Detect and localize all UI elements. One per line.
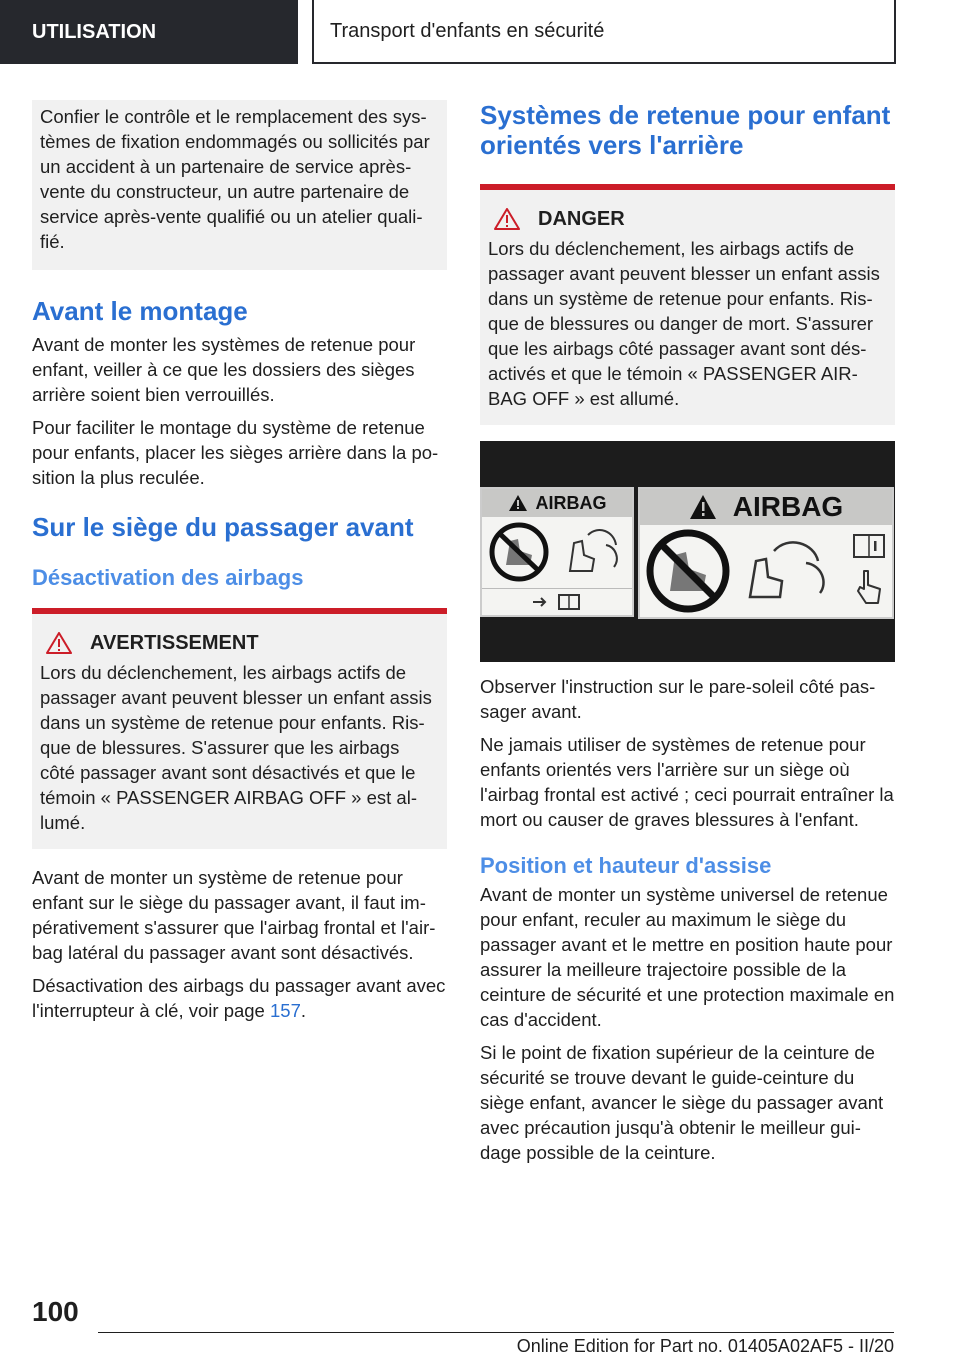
section-tab: UTILISATION	[0, 0, 298, 64]
no-rear-facing-seat-icon	[642, 527, 734, 615]
page-number: 100	[32, 1296, 79, 1327]
pointing-hand-icon	[854, 569, 884, 605]
page-header	[0, 0, 960, 66]
paragraph: Ne jamais utiliser de systèmes de retenue pour enfants orientés vers l'arrière sur un siège où l'airbag frontal est activé ; ceci pourrait entraîner la mort ou causer de graves blessures à l'enfant.	[480, 734, 894, 830]
airbag-deploy-icon	[736, 531, 842, 611]
paragraph-text: .	[300, 1000, 307, 1021]
paragraph: Avant de monter un système universel de retenue pour enfant, reculer au maximum le siège du passager avant et le mettre en position haute pour assurer la meilleure trajectoire possible de la ceinture de sécurité et une protection maximale en cas d'accident.	[480, 884, 895, 1030]
heading-siege-passager: Sur le siège du passager avant	[32, 512, 414, 542]
heading-desactivation: Désactivation des airbags	[32, 565, 304, 590]
manual-book-icon	[531, 593, 583, 611]
danger-title-text: DANGER	[538, 208, 625, 230]
warning-sign-icon	[508, 494, 528, 512]
paragraph: Observer l'instruction sur le pare-soleil côté passager avant.	[480, 676, 876, 722]
warning-title	[40, 630, 439, 656]
label-footer	[482, 588, 632, 615]
paragraph: Pour faciliter le montage du système de retenue pour enfants, placer les sièges arrière dans la position la plus reculée.	[32, 417, 439, 488]
note-box	[32, 100, 447, 270]
warning-sign-icon	[689, 494, 717, 520]
paragraph-with-link	[32, 973, 447, 1023]
no-rear-facing-seat-icon	[484, 521, 554, 583]
airbag-label-photo	[480, 441, 895, 662]
danger-title	[488, 206, 887, 232]
note-text: Confier le contrôle et le remplacement des systèmes de fixation endommagés ou sollicités par un accident à un partenaire de service après-vente du constructeur, un autre partenaire de service après-vente qualifié ou un atelier qualifié.	[40, 106, 430, 252]
danger-text: Lors du déclenchement, les airbags actifs de passager avant peuvent blesser un enfant assis dans un système de retenue pour enfants. Risque de blessures ou danger de mort. S'assurer que les airbags côté passager avant sont désactivés et que le témoin « PASSENGER AIRBAG OFF » est allumé.	[488, 238, 880, 409]
label-header	[640, 489, 892, 525]
footer-divider	[98, 1332, 894, 1333]
label-text: AIRBAG	[732, 491, 844, 522]
airbag-label-large	[638, 487, 894, 619]
chapter-title: Transport d'enfants en sécurité	[312, 0, 896, 64]
heading-position-hauteur: Position et hauteur d'assise	[480, 853, 772, 878]
paragraph-text: Désactivation des airbags du passager avant avec l'interrupteur à clé, voir page	[32, 975, 446, 1021]
label-text: AIRBAG	[535, 492, 607, 513]
airbag-deploy-icon	[558, 521, 628, 583]
warning-text: Lors du déclenchement, les airbags actifs de passager avant peuvent blesser un enfant assis dans un système de retenue pour enfants. Risque de blessures. S'assurer que les airbags côté passager avant sont désactivés et que le témoin « PASSENGER AIRBAG OFF » est allumé.	[40, 662, 432, 833]
paragraph: Avant de monter les systèmes de retenue pour enfant, veiller à ce que les dossiers des sièges arrière soient bien verrouillés.	[32, 334, 416, 405]
danger-box	[480, 184, 895, 425]
right-column	[480, 100, 895, 1173]
warning-title-text: AVERTISSEMENT	[90, 632, 259, 654]
paragraph: Si le point de fixation supérieur de la ceinture de sécurité se trouve devant le guide-ceinture du siège enfant, avancer le siège du passager avant avec précaution jusqu'à obtenir le meilleur guidage possible de la ceinture.	[480, 1042, 884, 1163]
heading-orientes-arriere: Systèmes de retenue pour enfant orientés vers l'arrière	[480, 100, 891, 160]
paragraph: Avant de monter un système de retenue pour enfant sur le siège du passager avant, il faut impérativement s'assurer que l'airbag frontal et l'airbag latéral du passager avant sont désactivés.	[32, 867, 436, 963]
heading-avant-le-montage: Avant le montage	[32, 296, 248, 326]
label-header	[482, 489, 632, 517]
edition-footer: Online Edition for Part no. 01405A02AF5 - II/20	[516, 1336, 894, 1356]
warning-triangle-icon	[46, 632, 72, 654]
warning-box	[32, 608, 447, 849]
warning-triangle-icon	[494, 208, 520, 230]
airbag-label-small	[480, 487, 634, 617]
page-link[interactable]: 157	[270, 1000, 301, 1021]
left-column	[32, 100, 447, 1031]
manual-book-icon	[852, 533, 886, 559]
